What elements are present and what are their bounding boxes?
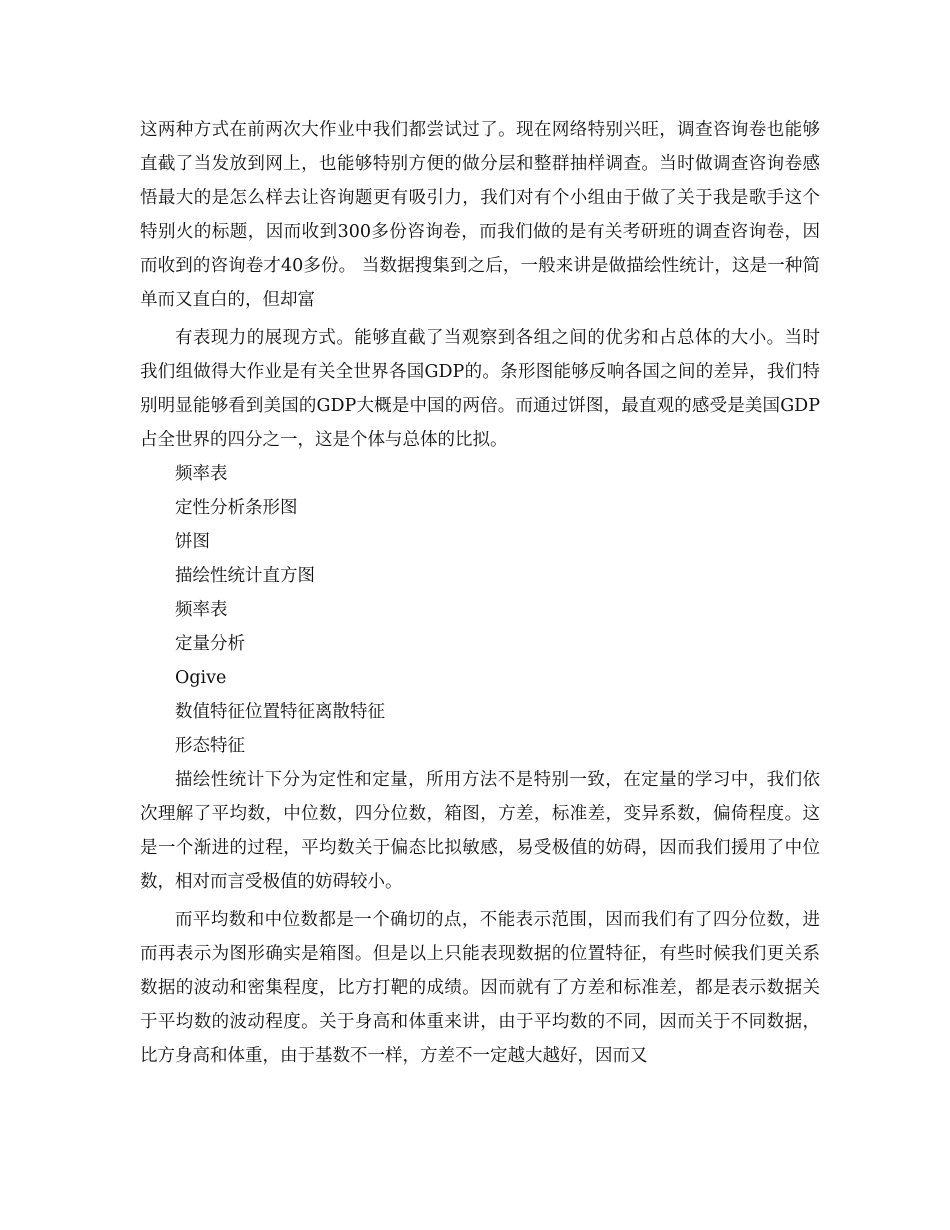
outline-item-frequency-table-2: 频率表 [175, 600, 228, 620]
outline-item-quantitative-analysis: 定量分析 [175, 634, 245, 654]
outline-item-numeric-features: 数值特征位置特征离散特征 [175, 702, 385, 722]
outline-list [140, 457, 820, 763]
outline-item-qualitative-bar-chart: 定性分析条形图 [175, 498, 298, 518]
outline-item-frequency-table: 频率表 [175, 464, 228, 484]
paragraph-descriptive-stats: 描绘性统计下分为定性和定量，所用方法不是特别一致，在定量的学习中，我们依次理解了平均数，中位数，四分位数，箱图，方差，标准差，变异系数，偏倚程度。这是一个渐进的过程，平均数关于偏态比拟敏感，易受极值的妨碍，因而我们援用了中位数，相对而言受极值的妨碍较小。 [140, 770, 820, 892]
outline-item-shape-features: 形态特征 [175, 736, 245, 756]
paragraph-charts: 有表现力的展现方式。能够直截了当观察到各组之间的优劣和占总体的大小。当时我们组做得大作业是有关全世界各国GDP的。条形图能够反响各国之间的差异，我们特别明显能够看到美国的GDP大概是中国的两倍。而通过饼图，最直观的感受是美国GDP占全世界的四分之一，这是个体与总体的比拟。 [140, 328, 820, 450]
outline-item-pie-chart: 饼图 [175, 532, 210, 552]
outline-item-ogive: Ogive [175, 668, 227, 688]
paragraph-intro: 这两种方式在前两次大作业中我们都尝试过了。现在网络特别兴旺，调查咨询卷也能够直截了当发放到网上，也能够特别方便的做分层和整群抽样调查。当时做调查咨询卷感悟最大的是怎么样去让咨询题更有吸引力，我们对有个小组由于做了关于我是歌手这个特别火的标题，因而收到300多份咨询卷，而我们做的是有关考研班的调查咨询卷，因而收到的咨询卷才40多份。 当数据搜集到之后，一般来讲是做描绘性统计，这是一种简单而又直白的，但却富 [140, 120, 820, 310]
document-body [140, 113, 820, 1073]
outline-item-descriptive-histogram: 描绘性统计直方图 [175, 566, 315, 586]
paragraph-dispersion: 而平均数和中位数都是一个确切的点，不能表示范围，因而我们有了四分位数，进而再表示为图形确实是箱图。但是以上只能表现数据的位置特征，有些时候我们更关系数据的波动和密集程度，比方打靶的成绩。因而就有了方差和标准差，都是表示数据关于平均数的波动程度。关于身高和体重来讲，由于平均数的不同，因而关于不同数据，比方身高和体重，由于基数不一样，方差不一定越大越好，因而又 [140, 910, 820, 1066]
